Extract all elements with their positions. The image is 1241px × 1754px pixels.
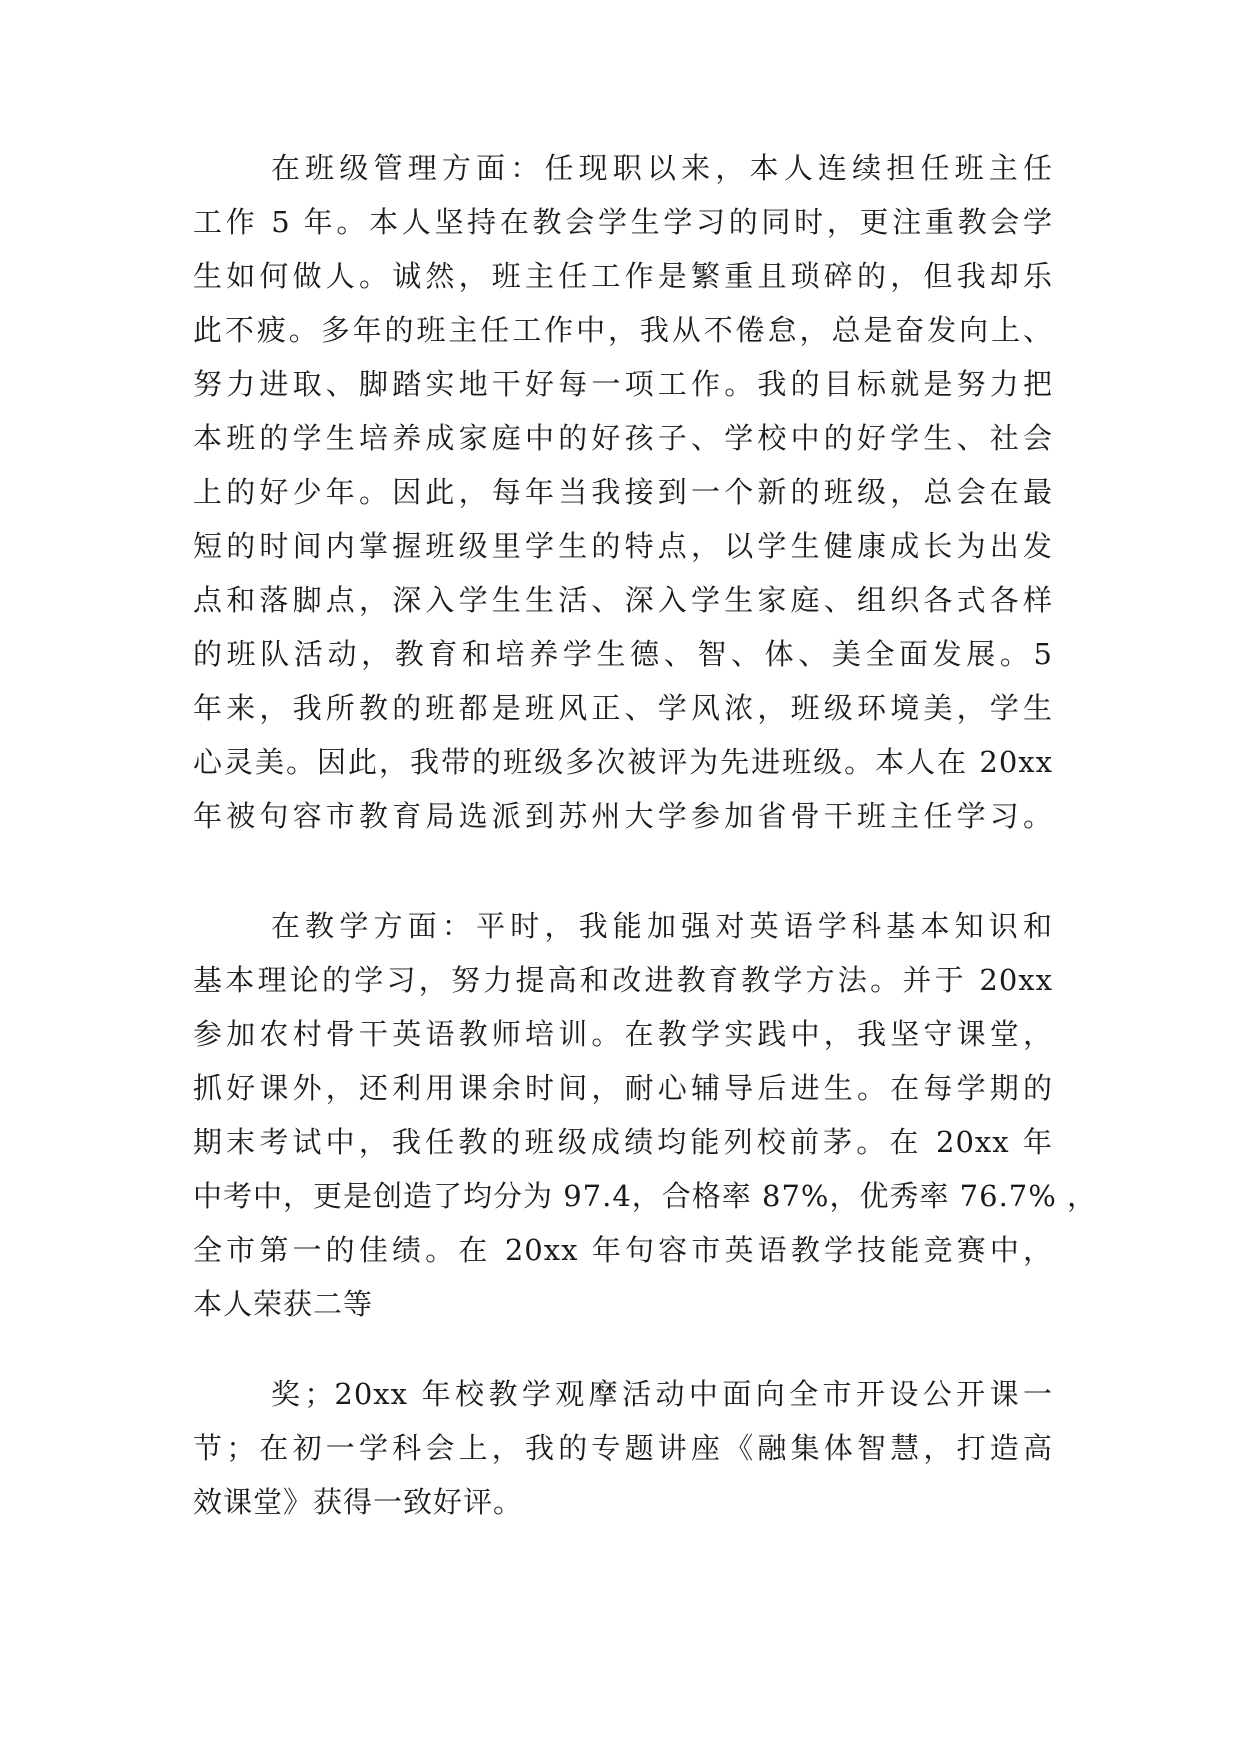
paragraph-2-line-7: 全市第一的佳绩。在 20xx 年句容市英语教学技能竞赛中， (193, 1233, 1053, 1267)
paragraph-1-line-13: 年被句容市教育局选派到苏州大学参加省骨干班主任学习。 (193, 799, 1053, 833)
paragraph-1-line-3: 生如何做人。诚然，班主任工作是繁重且琐碎的，但我却乐 (193, 259, 1053, 293)
paragraph-3-line-3: 效课堂》获得一致好评。 (193, 1485, 524, 1519)
paragraph-2-line-5: 期末考试中，我任教的班级成绩均能列校前茅。在 20xx 年 (193, 1125, 1053, 1159)
paragraph-1-line-11: 年来，我所教的班都是班风正、学风浓，班级环境美，学生 (193, 691, 1053, 725)
paragraph-1-line-1: 在班级管理方面：任现职以来，本人连续担任班主任 (271, 151, 1053, 185)
paragraph-2-line-1: 在教学方面：平时，我能加强对英语学科基本知识和 (271, 909, 1053, 943)
paragraph-2-line-2: 基本理论的学习，努力提高和改进教育教学方法。并于 20xx (193, 963, 1053, 997)
paragraph-2-line-8: 本人荣获二等 (193, 1287, 374, 1321)
paragraph-1-line-7: 上的好少年。因此，每年当我接到一个新的班级，总会在最 (193, 475, 1053, 509)
paragraph-1-line-9: 点和落脚点，深入学生生活、深入学生家庭、组织各式各样 (193, 583, 1053, 617)
paragraph-3-line-2: 节；在初一学科会上，我的专题讲座《融集体智慧，打造高 (193, 1431, 1053, 1465)
paragraph-1-line-4: 此不疲。多年的班主任工作中，我从不倦怠，总是奋发向上、 (193, 313, 1053, 347)
paragraph-1-line-2: 工作 5 年。本人坚持在教会学生学习的同时，更注重教会学 (193, 205, 1053, 239)
paragraph-2-line-3: 参加农村骨干英语教师培训。在教学实践中，我坚守课堂， (193, 1017, 1053, 1051)
paragraph-3-line-1: 奖；20xx 年校教学观摩活动中面向全市开设公开课一 (271, 1377, 1053, 1411)
paragraph-2-line-4: 抓好课外，还利用课余时间，耐心辅导后进生。在每学期的 (193, 1071, 1053, 1105)
paragraph-1-line-6: 本班的学生培养成家庭中的好孩子、学校中的好学生、社会 (193, 421, 1053, 455)
paragraph-1-line-5: 努力进取、脚踏实地干好每一项工作。我的目标就是努力把 (193, 367, 1053, 401)
paragraph-1-line-8: 短的时间内掌握班级里学生的特点，以学生健康成长为出发 (193, 529, 1053, 563)
paragraph-1-line-10: 的班队活动，教育和培养学生德、智、体、美全面发展。5 (193, 637, 1053, 671)
paragraph-2-line-6: 中考中，更是创造了均分为 97.4，合格率 87%，优秀率 76.7% ， (193, 1179, 1098, 1213)
paragraph-1-line-12: 心灵美。因此，我带的班级多次被评为先进班级。本人在 20xx (193, 745, 1053, 779)
